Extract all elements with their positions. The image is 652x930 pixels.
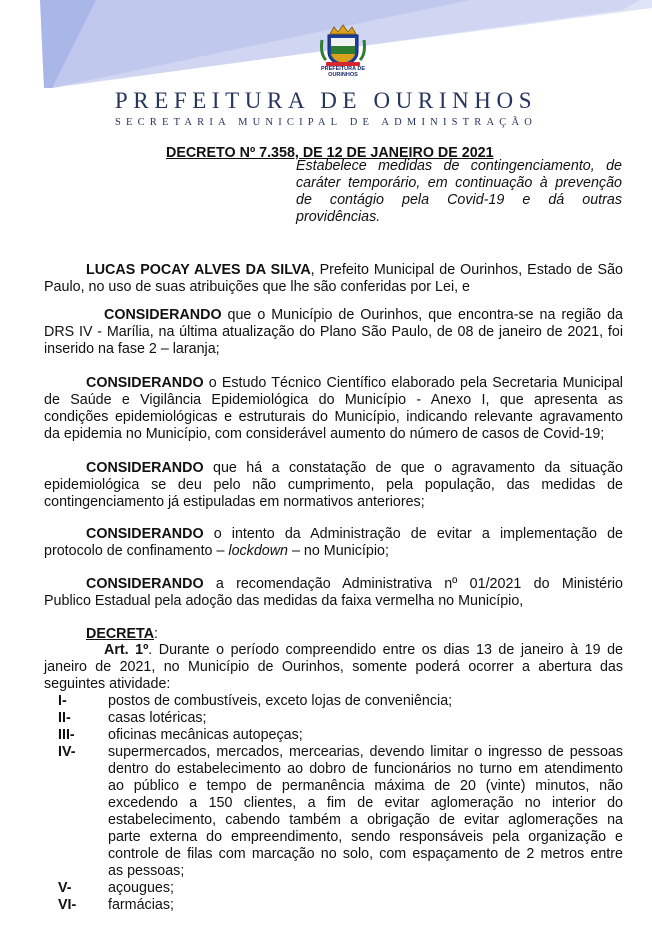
item-line: controle de filas com marcação no solo, com espaçamento de 2 metros entre [108, 846, 623, 862]
text-run: . Durante o período compreendido entre os dias 13 de janeiro à 19 de [148, 642, 623, 658]
item-line: as pessoas; [108, 863, 185, 879]
item-line: dentro do estabelecimento ao dobro de funcionários no turno em atendimento [108, 761, 623, 777]
considerando-paragraph-1 [44, 307, 623, 358]
article-1 [44, 642, 623, 693]
considerando-keyword: CONSIDERANDO [104, 307, 222, 323]
decreta-heading [86, 626, 158, 643]
item-numeral: V- [58, 880, 72, 896]
decree-ementa [296, 158, 622, 226]
text-run: a recomendação Administrativa nº 01/2021 do Ministério [203, 576, 623, 592]
decreta-label: DECRETA [86, 626, 155, 642]
ementa-line: de contágio pela Covid-19 e dá outras [296, 192, 622, 208]
item-line: estabelecimento, cabendo também a obrigação de evitar aglomerações na [108, 812, 623, 828]
item-line: ao público e tempo de permanência máxima de 20 (vinte) minutos, não [108, 778, 623, 794]
considerando-keyword: CONSIDERANDO [86, 526, 204, 542]
item-numeral: IV- [58, 744, 76, 760]
paragraph-line [44, 375, 623, 392]
paragraph-line [44, 576, 623, 593]
item-line: excedendo a 150 clientes, a fim de evitar aglomeração no interior do [108, 795, 623, 811]
considerando-paragraph-2 [44, 375, 623, 443]
item-line: postos de combustíveis, exceto lojas de conveniência; [108, 693, 453, 709]
mayor-name: LUCAS POCAY ALVES DA SILVA [86, 262, 311, 278]
paragraph-line [44, 262, 623, 279]
org-name: PREFEITURA DE OURINHOS [114, 88, 538, 113]
item-numeral: I- [58, 693, 67, 709]
crest-caption-line-2: OURINHOS [328, 72, 358, 78]
paragraph-line: Publico Estadual pela adoção das medidas da faixa vermelha no Município, [44, 593, 524, 609]
ementa-line: Estabelece medidas de contingenciamento, de [296, 158, 622, 174]
text-run: – no Município; [288, 543, 389, 559]
considerando-paragraph-4 [44, 526, 623, 560]
department-name: SECRETARIA MUNICIPAL DE ADMINISTRAÇÃO [114, 117, 538, 128]
text-run: protocolo de confinamento – [44, 543, 229, 559]
considerando-paragraph-3 [44, 460, 623, 511]
text-run: que há a constatação de que o agravamento da situação [203, 460, 623, 476]
paragraph-line: contingenciamento já estipuladas em normativos anteriores; [44, 494, 425, 510]
paragraph-line: janeiro de 2021, no Município de Ourinhos, somente poderá ocorrer a abertura das [44, 659, 623, 675]
paragraph-line: de Saúde e Vigilância Epidemiológica do Município - Anexo I, que apresenta as [44, 392, 623, 408]
paragraph-line: seguintes atividade: [44, 676, 171, 692]
considerando-keyword: CONSIDERANDO [86, 375, 204, 391]
paragraph-line [44, 460, 623, 477]
considerando-keyword: CONSIDERANDO [86, 576, 204, 592]
paragraph-line: inserido na fase 2 – laranja; [44, 341, 220, 357]
decree-title: DECRETO Nº 7.358, DE 12 DE JANEIRO DE 2021 [166, 145, 494, 161]
item-numeral: II- [58, 710, 71, 726]
paragraph-line [44, 543, 623, 560]
paragraph-line: DRS IV - Marília, na última atualização do Plano São Paulo, de 08 de janeiro de 2021, foi [44, 324, 623, 340]
crest-caption-line-1: PREFEITURA DE [320, 66, 366, 72]
text-run: , Prefeito Municipal de Ourinhos, Estado de São [310, 262, 623, 278]
lockdown-term: lockdown [228, 543, 289, 559]
preamble-paragraph [44, 262, 623, 296]
ementa-line: caráter temporário, em continuação à prevenção [296, 175, 622, 191]
paragraph-line [44, 642, 623, 659]
item-line: oficinas mecânicas autopeças; [108, 727, 303, 743]
item-line: açougues; [108, 880, 174, 896]
text-run: o Estudo Técnico Científico elaborado pela Secretaria Municipal [203, 375, 623, 391]
item-line: casas lotéricas; [108, 710, 207, 726]
paragraph-line [44, 526, 623, 543]
item-line: parte externa do empreendimento, sendo responsáveis pela organização e [108, 829, 623, 845]
considerando-keyword: CONSIDERANDO [86, 460, 204, 476]
paragraph-line: condições epidemiológicas e estruturais do Município, indicando relevante agravamento [44, 409, 623, 425]
text-run: o intento da Administração de evitar a implementação de [203, 526, 623, 542]
ementa-line: providências. [296, 209, 381, 225]
paragraph-line: da epidemia no Município, com considerável aumento do número de casos de Covid-19; [44, 426, 605, 442]
item-numeral: III- [58, 727, 75, 743]
text-run: que o Município de Ourinhos, que encontra-se na região da [221, 307, 623, 323]
paragraph-line: Paulo, no uso de suas atribuições que lhe são conferidas por Lei, e [44, 279, 471, 295]
item-line: supermercados, mercados, mercearias, devendo limitar o ingresso de pessoas [108, 744, 623, 760]
considerando-paragraph-5 [44, 576, 623, 610]
paragraph-line: epidemiológica se deu pelo não cumprimento, pela população, das medidas de [44, 477, 623, 493]
paragraph-line [44, 307, 623, 324]
text-run: : [154, 626, 159, 642]
item-numeral: VI- [58, 897, 77, 913]
item-line: farmácias; [108, 897, 174, 913]
crest-caption [316, 66, 370, 78]
article-label: Art. 1º [104, 642, 149, 658]
